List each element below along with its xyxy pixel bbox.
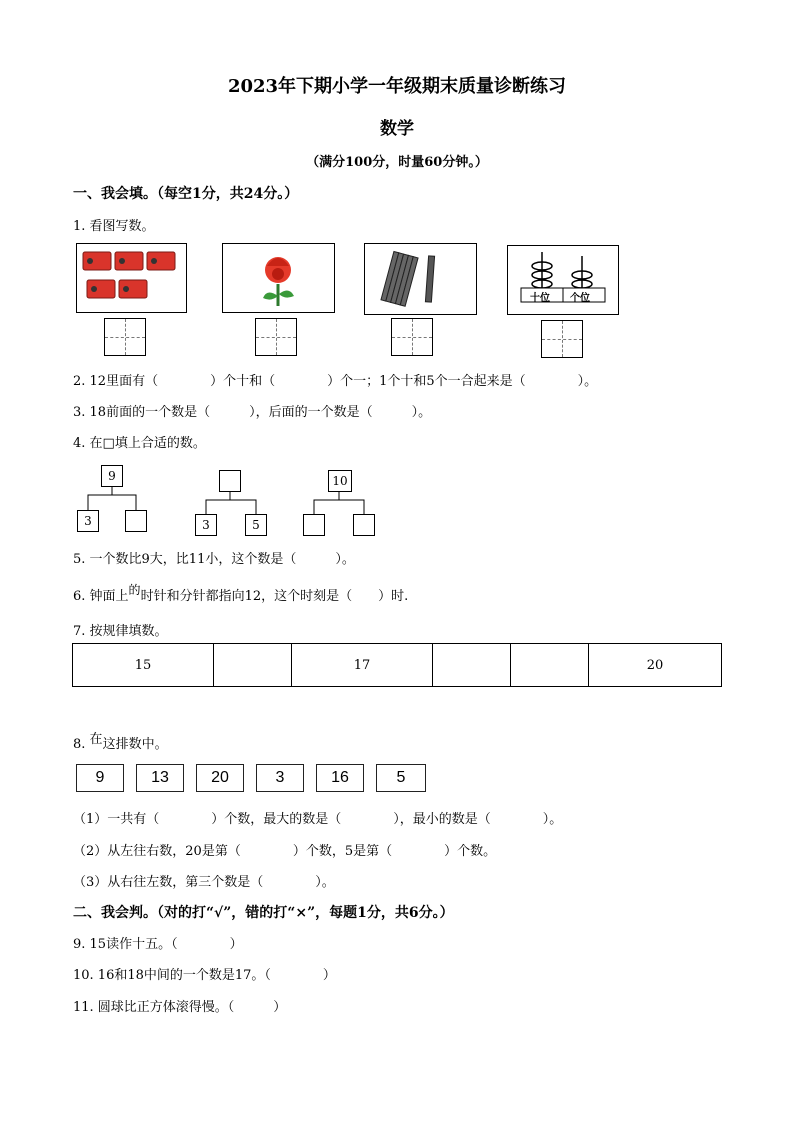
number-card: 9 [76,764,124,792]
section1-heading: 一、我会填。（每空1分，共24分。） [73,186,299,202]
q8-part3: （3）从右往左数，第三个数是（ ）。 [73,875,335,890]
q7-text: 7. 按规律填数。 [73,624,168,639]
abacus-ones-label: 个位 [570,293,590,304]
number-card: 13 [136,764,184,792]
q11-text: 11. 圆球比正方体滚得慢。（ ） [73,1000,287,1015]
subject-title: 数学 [380,119,414,139]
section2-heading: 二、我会判。（对的打“√”，错的打“×”，每题1分，共6分。） [73,905,454,921]
tree1-right-box[interactable] [125,510,147,532]
answer-grid[interactable] [255,318,297,356]
seq-cell[interactable] [511,644,589,687]
flower-icon [222,243,335,313]
seq-cell[interactable] [433,644,511,687]
seq-cell: 17 [292,644,433,687]
tree1-left-box[interactable]: 3 [77,510,99,532]
seq-cell: 20 [589,644,722,687]
q6-mark: 的 [128,583,141,597]
tree1-top-box[interactable]: 9 [101,465,123,487]
q3-text: 3. 18前面的一个数是（ ），后面的一个数是（ ）。 [73,405,432,420]
number-card: 16 [316,764,364,792]
number-card: 5 [376,764,426,792]
q2-text: 2. 12里面有（ ）个十和（ ）个一；1个十和5个一合起来是（ ）。 [73,374,598,389]
tree2-right-box[interactable]: 5 [245,514,267,536]
q1-text: 1. 看图写数。 [73,219,155,234]
tree2-top-box[interactable] [219,470,241,492]
q8-mark: 在 [89,732,103,747]
q9-text: 9. 15读作十五。（ ） [73,937,243,952]
q8-part2: （2）从左往右数，20是第（ ）个数，5是第（ ）个数。 [73,844,497,859]
score-note: （满分100分，时量60分钟。） [306,155,488,170]
sticks-bundle-icon [364,243,477,315]
answer-grid[interactable] [104,318,146,356]
answer-grid[interactable] [391,318,433,356]
q4-text: 4. 在□填上合适的数。 [73,436,206,451]
tree3-top-box[interactable]: 10 [328,470,352,492]
tree2-left-box[interactable]: 3 [195,514,217,536]
seq-cell[interactable] [214,644,292,687]
abacus-icon [507,245,619,315]
answer-grid[interactable] [541,320,583,358]
q5-text: 5. 一个数比9大，比11小，这个数是（ ）。 [73,552,355,567]
seq-cell: 15 [73,644,214,687]
q6-text: 6. 钟面上的时针和分针都指向12，这个时刻是（ ）时. [73,583,409,604]
page-title: 2023年下期小学一年级期末质量诊断练习 [227,76,567,97]
sequence-table [72,643,722,687]
abacus-tens-label: 十位 [530,293,550,304]
q8-part1: （1）一共有（ ）个数，最大的数是（ ），最小的数是（ ）。 [73,812,563,827]
number-card: 20 [196,764,244,792]
tree3-right-box[interactable] [353,514,375,536]
q10-text: 10. 16和18中间的一个数是17。（ ） [73,968,336,983]
q8-text: 8. 在这排数中。 [73,732,168,752]
pencil-sharpeners-icon [76,243,187,313]
number-card: 3 [256,764,304,792]
tree3-left-box[interactable] [303,514,325,536]
